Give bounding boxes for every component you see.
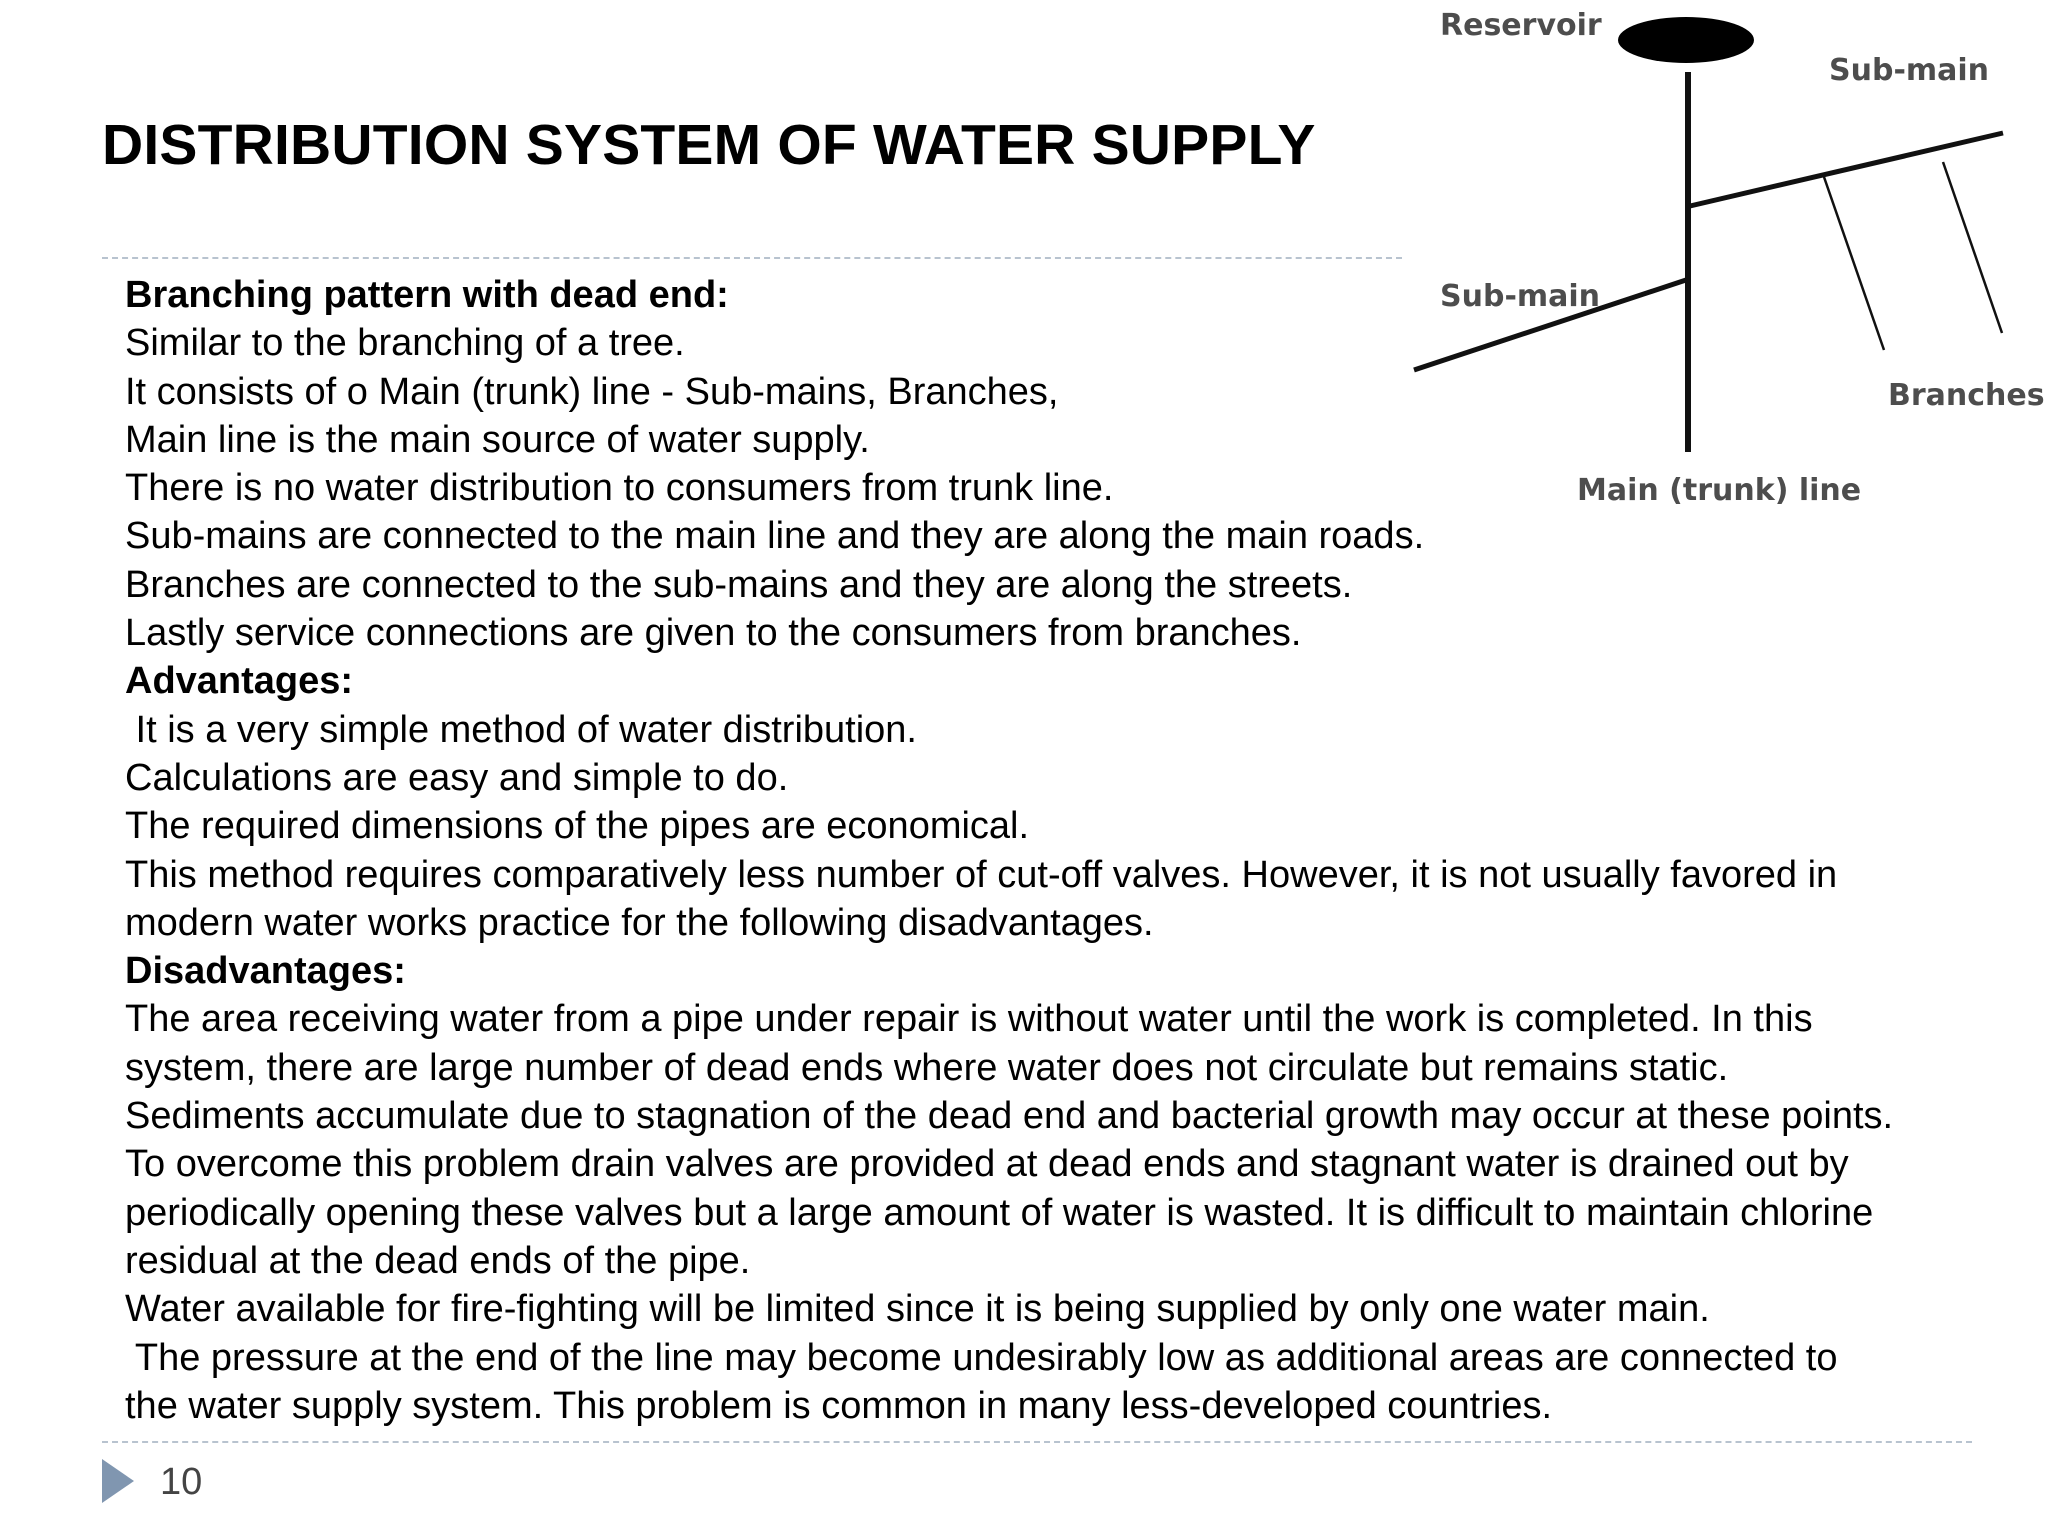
body-line: modern water works practice for the following disadvantages. <box>125 901 1154 944</box>
body-line: periodically opening these valves but a large amount of water is wasted. It is difficult to maintain chlorine <box>125 1191 1874 1234</box>
footer-divider <box>102 1441 1972 1443</box>
reservoir-shape <box>1618 17 1754 63</box>
slide-body <box>125 271 2015 1430</box>
heading-disadvantages: Disadvantages: <box>125 950 406 993</box>
body-line: residual at the dead ends of the pipe. <box>125 1239 751 1282</box>
body-line: the water supply system. This problem is common in many less-developed countries. <box>125 1384 1553 1427</box>
sub-main-left-label: Sub-main <box>1440 279 1601 314</box>
body-line: Calculations are easy and simple to do. <box>125 756 789 799</box>
branches-label: Branches <box>1888 378 2045 413</box>
sub-main-right-line <box>1690 133 2003 206</box>
reservoir-label: Reservoir <box>1440 8 1602 43</box>
footer-triangle-icon <box>102 1459 134 1503</box>
body-line: It consists of o Main (trunk) line - Sub-mains, Branches, <box>125 370 1059 413</box>
body-line: system, there are large number of dead ends where water does not circulate but remains static. <box>125 1046 1729 1089</box>
heading-advantages: Advantages: <box>125 660 354 703</box>
body-line: Branches are connected to the sub-mains and they are along the streets. <box>125 563 1353 606</box>
body-line: Sediments accumulate due to stagnation of the dead end and bacterial growth may occur at these points. <box>125 1095 1894 1138</box>
body-line: The pressure at the end of the line may become undesirably low as additional areas are connected to <box>125 1336 1838 1379</box>
body-line: It is a very simple method of water distribution. <box>125 708 917 751</box>
body-line: Lastly service connections are given to the consumers from branches. <box>125 612 1302 655</box>
heading-branching-pattern: Branching pattern with dead end: <box>125 274 729 316</box>
body-line: Water available for fire-fighting will be limited since it is being supplied by only one water main. <box>125 1288 1710 1331</box>
body-line: Sub-mains are connected to the main line and they are along the main roads. <box>125 515 1425 558</box>
body-line: Main line is the main source of water supply. <box>125 418 870 461</box>
body-line: The area receiving water from a pipe under repair is without water until the work is completed. In this <box>125 998 1813 1041</box>
body-line: Similar to the branching of a tree. <box>125 322 685 365</box>
sub-main-right-label: Sub-main <box>1829 53 1990 88</box>
body-line: To overcome this problem drain valves are provided at dead ends and stagnant water is drained out by <box>125 1143 1849 1186</box>
page-number: 10 <box>160 1461 203 1503</box>
slide-title: DISTRIBUTION SYSTEM OF WATER SUPPLY <box>102 113 1316 177</box>
title-divider <box>102 257 1402 259</box>
main-line-label: Main (trunk) line <box>1577 473 1862 508</box>
body-line: This method requires comparatively less number of cut-off valves. However, it is not usually favored in <box>125 853 1838 896</box>
body-line: The required dimensions of the pipes are economical. <box>125 805 1030 848</box>
body-line: There is no water distribution to consumers from trunk line. <box>125 467 1114 510</box>
